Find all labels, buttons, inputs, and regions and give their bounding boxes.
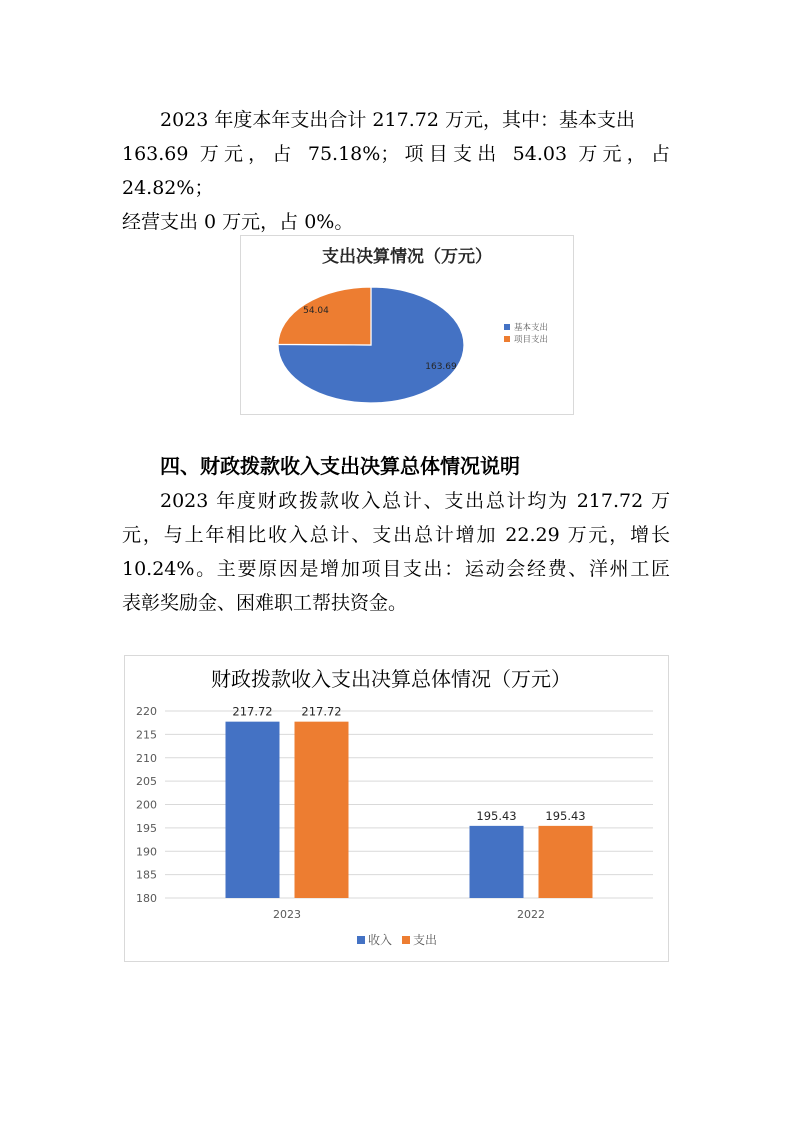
bar-legend-label: 支出 xyxy=(413,933,438,947)
paragraph-line: 163.69 万元，占 75.18%；项目支出 54.03 万元，占 24.82%； xyxy=(122,143,670,199)
bar-data-label: 217.72 xyxy=(301,704,342,719)
pie-chart-title: 支出决算情况（万元） xyxy=(322,247,492,267)
paragraph-expenditure-summary xyxy=(122,103,670,239)
bar-data-label: 217.72 xyxy=(232,704,273,719)
pie-chart-frame xyxy=(240,235,574,415)
x-tick-label: 2023 xyxy=(273,908,301,921)
bar-legend-label: 收入 xyxy=(368,933,393,947)
paragraph-line: 表彰奖励金、困难职工帮扶资金。 xyxy=(122,592,408,614)
legend-swatch xyxy=(357,936,365,944)
paragraph-line: 经营支出 0 万元，占 0%。 xyxy=(122,211,354,233)
y-tick-label: 190 xyxy=(136,845,157,859)
bar-2023-1 xyxy=(226,722,280,898)
y-tick-label: 215 xyxy=(136,728,157,742)
y-tick-label: 205 xyxy=(136,775,157,789)
paragraph-line: 2023 年度财政拨款收入总计、支出总计均为 217.72 万 xyxy=(160,490,670,512)
paragraph-line: 元，与上年相比收入总计、支出总计增加 22.29 万元，增长 xyxy=(122,524,670,546)
bar-chart xyxy=(125,656,668,961)
y-tick-label: 195 xyxy=(136,821,157,835)
y-tick-label: 185 xyxy=(136,868,157,882)
bar-chart-title: 财政拨款收入支出决算总体情况（万元） xyxy=(211,667,571,691)
legend-swatch xyxy=(504,336,510,342)
bar-data-label: 195.43 xyxy=(476,808,517,823)
y-tick-label: 180 xyxy=(136,892,157,905)
bar-2023-2 xyxy=(295,722,349,898)
paragraph-line: 2023 年度本年支出合计 217.72 万元，其中：基本支出 xyxy=(160,109,635,131)
pie-data-label: 54.04 xyxy=(303,306,329,316)
y-tick-label: 200 xyxy=(136,798,157,812)
pie-data-label: 163.69 xyxy=(425,362,457,372)
paragraph-line: 10.24%。主要原因是增加项目支出：运动会经费、洋州工匠 xyxy=(122,558,670,580)
pie-slice-2 xyxy=(278,287,371,345)
bar-2022-2 xyxy=(539,826,593,898)
pie-legend-label: 基本支出 xyxy=(514,323,549,333)
paragraph-fiscal-summary xyxy=(122,484,670,620)
bar-data-label: 195.43 xyxy=(545,808,586,823)
legend-swatch xyxy=(504,324,510,330)
legend-swatch xyxy=(402,936,410,944)
bar-chart-frame xyxy=(124,655,669,962)
y-tick-label: 210 xyxy=(136,751,157,765)
y-tick-label: 220 xyxy=(136,705,157,718)
section-heading: 四、财政拨款收入支出决算总体情况说明 xyxy=(160,454,520,478)
bar-2022-1 xyxy=(470,826,524,898)
pie-chart xyxy=(241,236,573,414)
x-tick-label: 2022 xyxy=(517,908,545,921)
pie-legend-label: 项目支出 xyxy=(514,335,549,345)
